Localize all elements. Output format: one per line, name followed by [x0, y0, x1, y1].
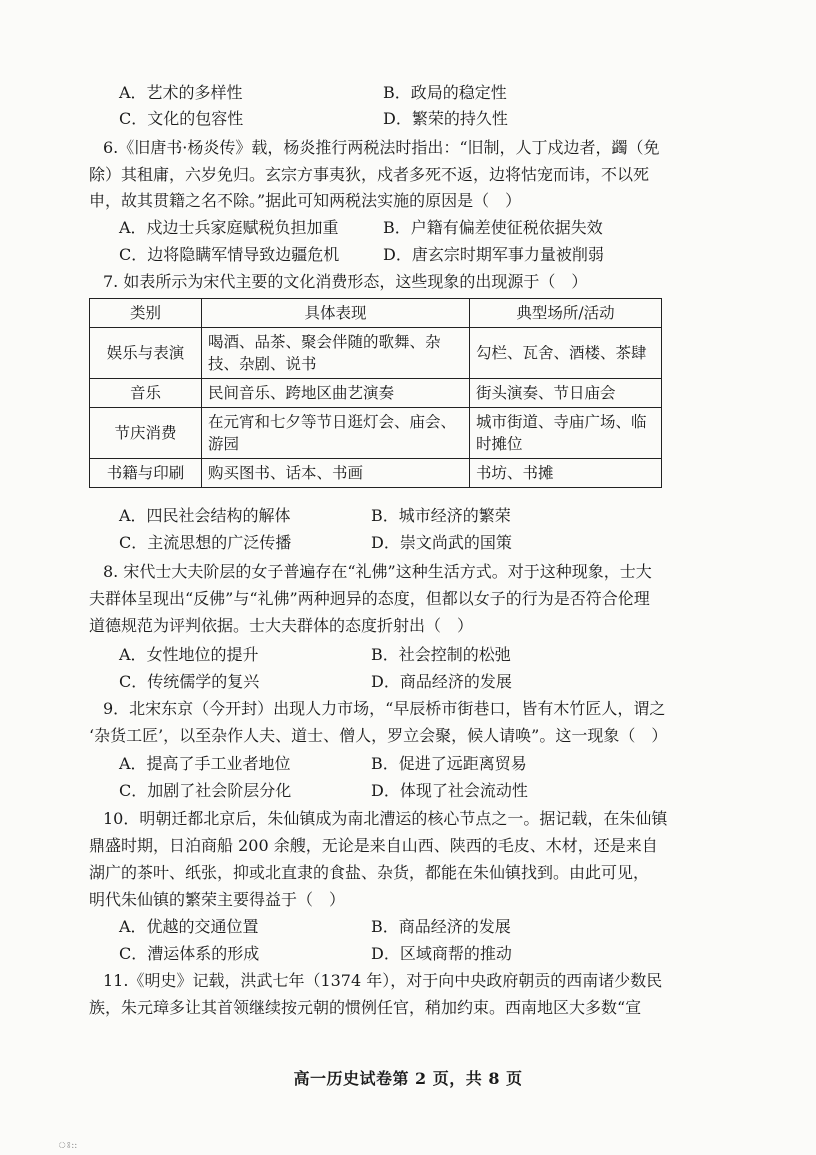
- table-cell: 民间音乐、跨地区曲艺演奏: [202, 379, 470, 408]
- table-cell: 节庆消费: [90, 408, 202, 459]
- table-header-venue: 典型场所/活动: [470, 299, 662, 328]
- table-header-category: 类别: [90, 299, 202, 328]
- table-cell: 音乐: [90, 379, 202, 408]
- q6-stem-line-3: 申，故其贯籍之名不除。”据此可知两税法实施的原因是（ ）: [89, 191, 522, 210]
- q7-option-a[interactable]: A．四民社会结构的解体: [119, 506, 291, 525]
- q9-option-a[interactable]: A．提高了手工业者地位: [119, 754, 291, 773]
- table-row: [90, 328, 662, 379]
- q8-option-a[interactable]: A．女性地位的提升: [119, 645, 259, 664]
- table-cell: 在元宵和七夕等节日逛灯会、庙会、游园: [202, 408, 470, 459]
- q8-stem-line-2: 夫群体呈现出“反佛”与“礼佛”两种迥异的态度，但都以女子的行为是否符合伦理: [89, 589, 650, 608]
- q10-option-a[interactable]: A．优越的交通位置: [119, 917, 259, 936]
- q9-option-b[interactable]: B．促进了远距离贸易: [371, 754, 527, 773]
- prev-option-c[interactable]: C．文化的包容性: [119, 109, 244, 128]
- table-cell: 喝酒、品茶、聚会伴随的歌舞、杂技、杂剧、说书: [202, 328, 470, 379]
- q9-stem-line-2: ‘杂货工匠’，以至杂作人夫、道士、僧人，罗立会聚，候人请唤”。这一现象（ ）: [89, 726, 668, 745]
- q8-option-d[interactable]: D．商品经济的发展: [371, 672, 512, 691]
- q9-option-c[interactable]: C．加剧了社会阶层分化: [119, 781, 292, 800]
- q7-option-b[interactable]: B．城市经济的繁荣: [371, 506, 511, 525]
- q8-stem-line-3: 道德规范为评判依据。士大夫群体的态度折射出（ ）: [89, 616, 474, 635]
- q7-option-d[interactable]: D．崇文尚武的国策: [371, 533, 512, 552]
- table-cell: 勾栏、瓦舍、酒楼、茶肆: [470, 328, 662, 379]
- table-cell: 娱乐与表演: [90, 328, 202, 379]
- table-cell: 购买图书、话本、书画: [202, 459, 470, 488]
- table-row: [90, 379, 662, 408]
- q10-stem-line-3: 湖广的茶叶、纸张，抑或北直隶的食盐、杂货，都能在朱仙镇找到。由此可见，: [89, 863, 650, 882]
- q8-option-b[interactable]: B．社会控制的松弛: [371, 645, 511, 664]
- prev-option-d[interactable]: D．繁荣的持久性: [383, 109, 508, 128]
- q9-option-d[interactable]: D．体现了社会流动性: [371, 781, 528, 800]
- q6-option-a[interactable]: A．戍边士兵家庭赋税负担加重: [119, 218, 339, 237]
- q10-stem-line-1: 10．明朝迁都北京后，朱仙镇成为南北漕运的核心节点之一。据记载，在朱仙镇: [103, 809, 668, 828]
- q6-stem-line-2: 除）其租庸，六岁免归。玄宗方事夷狄，戍者多死不返，边将怙宠而讳，不以死: [89, 165, 650, 184]
- culture-consumption-table: [89, 298, 662, 488]
- q10-stem-line-4: 明代朱仙镇的繁荣主要得益于（ ）: [89, 890, 346, 909]
- q6-option-d[interactable]: D．唐玄宗时期军事力量被削弱: [383, 245, 604, 264]
- q11-stem-line-1: 11.《明史》记载，洪武七年（1374 年），对于向中央政府朝贡的西南诸少数民: [103, 971, 663, 990]
- q6-stem-line-1: 6.《旧唐书·杨炎传》载，杨炎推行两税法时指出：“旧制，人丁戍边者，蠲（免: [103, 138, 660, 157]
- q10-option-c[interactable]: C．漕运体系的形成: [119, 944, 260, 963]
- q10-option-d[interactable]: D．区域商帮的推动: [371, 944, 512, 963]
- q7-stem: 7. 如表所示为宋代主要的文化消费形态，这些现象的出现源于（ ）: [103, 272, 588, 291]
- q8-option-c[interactable]: C．传统儒学的复兴: [119, 672, 260, 691]
- table-cell: 书坊、书摊: [470, 459, 662, 488]
- table-row: [90, 408, 662, 459]
- prev-option-a[interactable]: A．艺术的多样性: [119, 83, 243, 102]
- q8-stem-line-1: 8. 宋代士大夫阶层的女子普遍存在“礼佛”这种生活方式。对于这种现象，士大: [103, 562, 652, 581]
- table-cell: 书籍与印刷: [90, 459, 202, 488]
- q10-stem-line-2: 鼎盛时期，日泊商船 200 余艘，无论是来自山西、陕西的毛皮、木材，还是来自: [89, 836, 658, 855]
- q9-stem-line-1: 9．北宋东京（今开封）出现人力市场，“早辰桥市街巷口，皆有木竹匠人，谓之: [103, 699, 666, 718]
- q7-option-c[interactable]: C．主流思想的广泛传播: [119, 533, 292, 552]
- table-row: [90, 459, 662, 488]
- scan-corner-mark: ঃ::: [58, 1141, 78, 1151]
- prev-option-b[interactable]: B．政局的稳定性: [383, 83, 507, 102]
- q10-option-b[interactable]: B．商品经济的发展: [371, 917, 511, 936]
- table-header-detail: 具体表现: [202, 299, 470, 328]
- q11-stem-line-2: 族，朱元璋多让其首领继续按元朝的惯例任官，稍加约束。西南地区大多数“宣: [89, 998, 642, 1017]
- table-cell: 街头演奏、节日庙会: [470, 379, 662, 408]
- table-header-row: [90, 299, 662, 328]
- q6-option-c[interactable]: C．边将隐瞒军情导致边疆危机: [119, 245, 340, 264]
- table-cell: 城市街道、寺庙广场、临时摊位: [470, 408, 662, 459]
- page-footer: 高一历史试卷第 2 页，共 8 页: [293, 1069, 523, 1088]
- q6-option-b[interactable]: B．户籍有偏差使征税依据失效: [383, 218, 603, 237]
